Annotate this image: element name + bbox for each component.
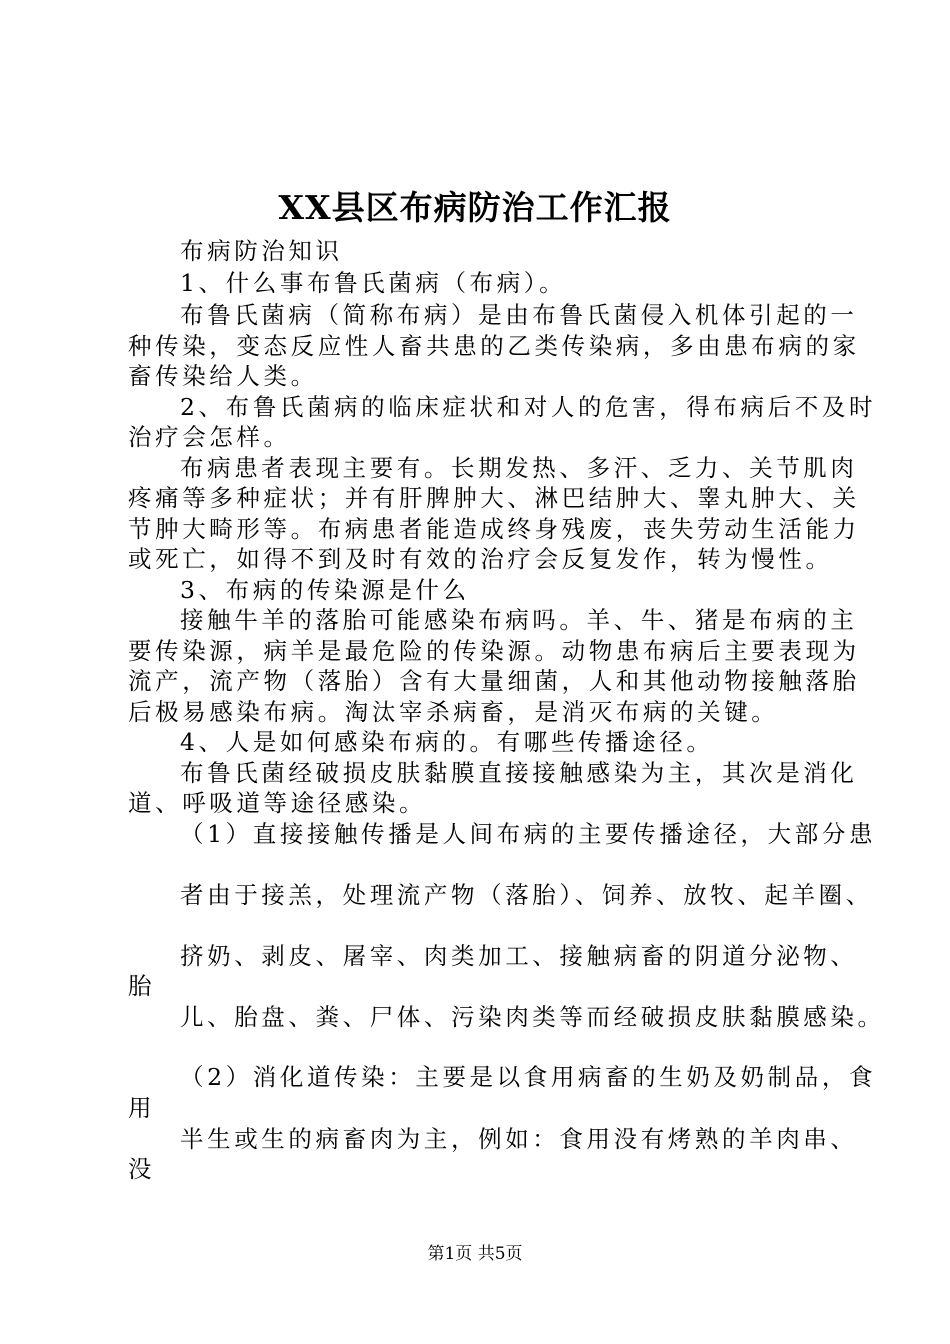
paragraph-line: 3、布病的传染源是什么 — [180, 576, 470, 604]
paragraph-line: 半生或生的病畜肉为主，例如：食用没有烤熟的羊肉串、 — [180, 1125, 858, 1153]
paragraph-line: （2）消化道传染：主要是以食用病畜的生奶及奶制品，食 — [180, 1063, 877, 1091]
paragraph-line: 布病防治知识 — [180, 237, 343, 265]
document-title: XX县区布病防治工作汇报 — [278, 188, 672, 227]
paragraph-line: 布病患者表现主要有。长期发热、多汗、乏力、关节肌肉 — [180, 454, 858, 482]
paragraph-line: 节肿大畸形等。布病患者能造成终身残废，丧失劳动生活能力 — [128, 515, 860, 543]
paragraph-line: 者由于接羔，处理流产物（落胎）、饲养、放牧、起羊圈、 — [180, 881, 873, 909]
paragraph-line: 没 — [128, 1155, 156, 1183]
paragraph-line: 4、人是如何感染布病的。有哪些传播途径。 — [180, 728, 714, 756]
paragraph-line: 布鲁氏菌病（简称布病）是由布鲁氏菌侵入机体引起的一 — [180, 301, 858, 329]
page-footer: 第1页 共5页 — [427, 1244, 523, 1264]
paragraph-line: 流产，流产物（落胎）含有大量细菌，人和其他动物接触落胎 — [128, 667, 860, 695]
paragraph-line: 后极易感染布病。淘汰宰杀病畜，是消灭布病的关键。 — [128, 698, 779, 726]
paragraph-line: 种传染，变态反应性人畜共患的乙类传染病，多由患布病的家 — [128, 332, 860, 360]
paragraph-line: 疼痛等多种症状；并有肝脾肿大、淋巴结肿大、睾丸肿大、关 — [128, 484, 860, 512]
paragraph-line: 胎 — [128, 972, 156, 1000]
paragraph-line: 道、呼吸道等途径感染。 — [128, 789, 427, 817]
paragraph-line: 接触牛羊的落胎可能感染布病吗。羊、牛、猪是布病的主 — [180, 606, 858, 634]
paragraph-line: 畜传染给人类。 — [128, 362, 318, 390]
paragraph-line: 挤奶、剥皮、屠宰、肉类加工、接触病畜的阴道分泌物、 — [180, 942, 858, 970]
paragraph-line: 儿、胎盘、粪、尸体、污染肉类等而经破损皮肤黏膜感染。 — [180, 1003, 885, 1031]
paragraph-line: 或死亡，如得不到及时有效的治疗会反复发作，转为慢性。 — [128, 545, 833, 573]
paragraph-line: 1、什么事布鲁氏菌病（布病）。 — [180, 269, 567, 297]
paragraph-line: 治疗会怎样。 — [128, 423, 291, 451]
paragraph-line: 2、布鲁氏菌病的临床症状和对人的危害，得布病后不及时 — [180, 393, 877, 421]
paragraph-line: 用 — [128, 1094, 156, 1122]
paragraph-line: 布鲁氏菌经破损皮肤黏膜直接接触感染为主，其次是消化 — [180, 759, 858, 787]
paragraph-line: （1）直接接触传播是人间布病的主要传播途径，大部分患 — [180, 820, 877, 848]
paragraph-line: 要传染源，病羊是最危险的传染源。动物患布病后主要表现为 — [128, 637, 860, 665]
